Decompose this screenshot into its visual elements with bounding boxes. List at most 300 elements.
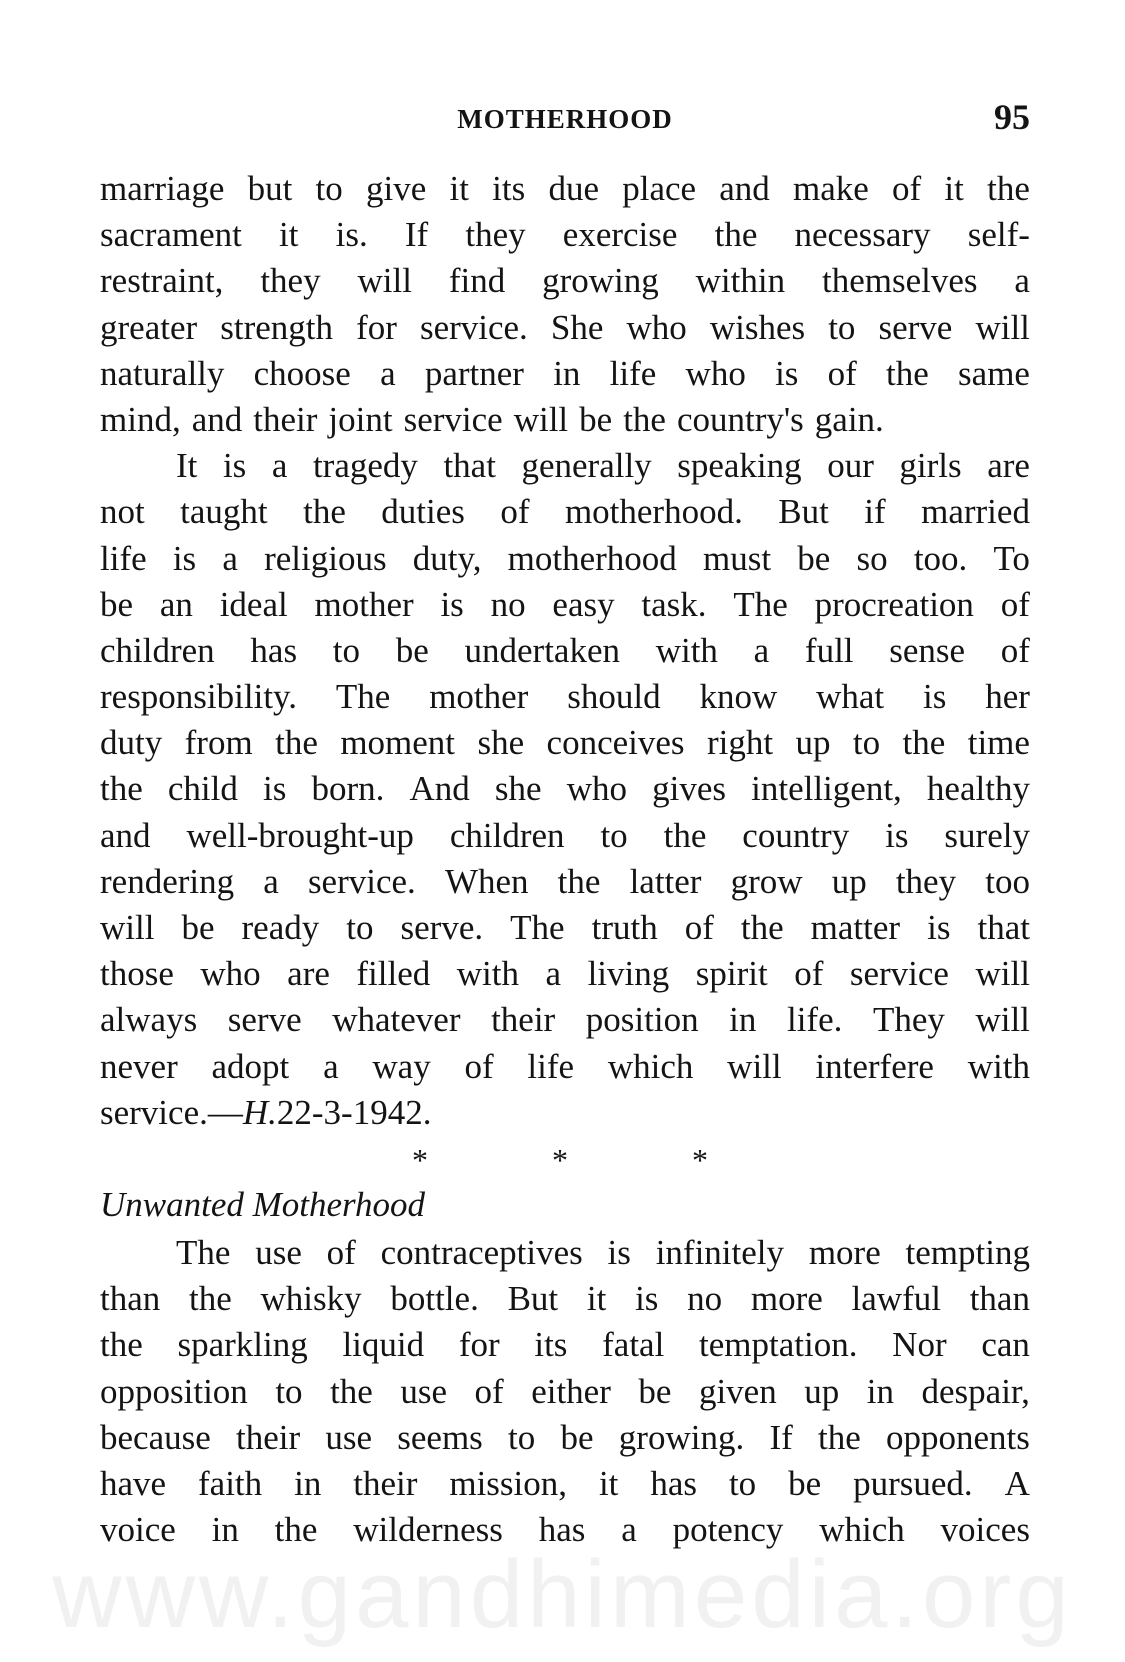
word: of — [500, 492, 530, 532]
word: and — [719, 169, 770, 208]
word: serve — [227, 1000, 302, 1040]
page-number: 95 — [994, 97, 1030, 137]
word: will — [513, 399, 569, 439]
word: infinitely — [655, 1232, 785, 1272]
word: the — [740, 908, 784, 947]
word: its — [534, 1325, 568, 1365]
word: contraceptives — [380, 1232, 583, 1272]
text-line — [100, 443, 1030, 489]
word: whisky — [260, 1279, 362, 1319]
word: it — [279, 215, 299, 255]
text-line — [100, 351, 1030, 397]
word: their — [253, 399, 318, 439]
word: is — [885, 815, 909, 855]
section-title: Unwanted Motherhood — [100, 1184, 426, 1224]
text-line — [100, 628, 1030, 674]
word: to — [332, 630, 361, 670]
text-line — [100, 859, 1030, 905]
word: married — [921, 492, 1030, 532]
word: more — [808, 1232, 881, 1272]
word: in — [729, 1000, 757, 1040]
word: to — [315, 169, 343, 208]
word: to — [275, 1371, 303, 1411]
text-line — [100, 489, 1030, 535]
word: which — [819, 1510, 905, 1550]
word: given — [698, 1371, 777, 1411]
word: should — [567, 677, 661, 717]
word: generally — [521, 446, 652, 486]
text-line — [100, 1369, 1030, 1415]
word: country's — [676, 399, 804, 439]
word: ideal — [219, 584, 288, 624]
text-line — [100, 1044, 1030, 1090]
text-line — [100, 1230, 1030, 1276]
word: who — [566, 769, 627, 809]
word: of — [827, 353, 857, 393]
word: The — [510, 908, 565, 947]
word: be — [638, 1371, 672, 1411]
word: the — [100, 1325, 143, 1365]
text-line — [100, 305, 1030, 351]
word: children — [449, 815, 565, 855]
word: use — [325, 1417, 373, 1457]
word: serve — [878, 307, 953, 347]
word: be — [797, 538, 831, 578]
word: with — [655, 630, 718, 670]
text-line — [100, 813, 1030, 859]
word: it — [944, 169, 964, 208]
word: be — [579, 399, 613, 439]
word: not — [100, 492, 145, 532]
word: the — [987, 169, 1030, 208]
separator-star: * — [552, 1141, 568, 1178]
word: no — [687, 1279, 723, 1319]
word: will — [975, 1000, 1030, 1040]
separator-star: * — [412, 1141, 428, 1178]
word: the — [100, 769, 143, 809]
word: bottle. — [390, 1279, 479, 1319]
word: in — [553, 353, 581, 393]
text-line — [100, 258, 1030, 304]
word: its — [492, 169, 526, 208]
word: pursued. — [853, 1463, 973, 1503]
paragraph-1 — [100, 166, 1030, 443]
word: faith — [198, 1463, 263, 1503]
word: lawful — [851, 1279, 941, 1319]
word: who — [200, 954, 261, 994]
word: the — [623, 399, 666, 439]
word: but — [247, 169, 293, 208]
word: their — [353, 1463, 418, 1503]
word: ready — [241, 908, 320, 947]
watermark: www.gandhimedia.org — [52, 1541, 1073, 1648]
word: which — [607, 1046, 694, 1086]
word: is — [263, 769, 287, 809]
word: they — [895, 861, 957, 901]
text-line — [100, 905, 1030, 951]
word: The — [176, 1232, 231, 1272]
word: a — [753, 630, 770, 670]
word: be — [181, 908, 215, 947]
word: will — [100, 908, 155, 947]
text-line — [100, 212, 1030, 258]
word: a — [323, 1046, 339, 1086]
word: the — [902, 723, 946, 763]
word: of — [474, 1371, 504, 1411]
word: is — [222, 446, 247, 486]
word: place — [622, 169, 697, 208]
word: voices — [940, 1510, 1030, 1550]
word: potency — [672, 1510, 784, 1550]
word: within — [695, 261, 786, 301]
section-separator — [350, 1136, 770, 1180]
word: conceives — [546, 723, 685, 763]
word: latter — [629, 861, 702, 901]
word: the — [274, 1510, 318, 1550]
text-line — [100, 674, 1030, 720]
word: to — [828, 307, 856, 347]
word: gain. — [814, 399, 884, 439]
word: wilderness — [353, 1510, 503, 1550]
word: make — [793, 169, 869, 208]
word: well-brought-up — [186, 815, 414, 855]
word: To — [993, 538, 1030, 578]
running-head — [100, 96, 1030, 144]
body-text — [100, 166, 1030, 1553]
word: their — [236, 1417, 301, 1457]
word: sense — [889, 630, 966, 670]
word: can — [981, 1325, 1030, 1365]
word: use — [400, 1371, 447, 1411]
word: The — [335, 677, 391, 717]
word: of — [1000, 584, 1030, 624]
word: in — [294, 1463, 322, 1503]
word: a — [545, 954, 562, 994]
word: of — [794, 954, 824, 994]
word: to — [728, 1463, 757, 1503]
paragraph-2 — [100, 443, 1030, 1136]
word: be — [395, 630, 429, 670]
word: But — [507, 1279, 559, 1319]
word: child — [167, 769, 238, 809]
text-line — [100, 1276, 1030, 1322]
word: A — [1004, 1463, 1030, 1503]
word: When — [444, 861, 529, 901]
word: easy — [552, 584, 615, 624]
paragraph-3 — [100, 1230, 1030, 1553]
word: partner — [424, 353, 524, 393]
word: If — [404, 215, 429, 255]
word: full — [804, 630, 854, 670]
word: sparkling — [177, 1325, 308, 1365]
word: for — [458, 1325, 500, 1365]
word: and — [191, 399, 243, 439]
word: life. — [786, 1000, 843, 1040]
word: whatever — [332, 1000, 461, 1040]
word: way — [372, 1046, 431, 1086]
word: the — [817, 1417, 861, 1457]
word: grow — [730, 861, 803, 901]
text-line — [100, 1415, 1030, 1461]
text-line — [100, 1461, 1030, 1507]
word: tempting — [905, 1232, 1030, 1272]
word: with — [456, 954, 520, 994]
word: life — [609, 353, 657, 393]
word: give — [366, 169, 427, 208]
word: despair, — [921, 1371, 1030, 1411]
word: they — [465, 215, 526, 255]
word: has — [250, 630, 298, 670]
word: And — [409, 769, 470, 809]
word: mission, — [449, 1463, 568, 1503]
signoff-date: 22-3-1942. — [276, 1092, 432, 1132]
word: to — [852, 723, 881, 763]
word: is — [635, 1279, 659, 1319]
word: service — [849, 954, 949, 994]
word: what — [816, 677, 885, 717]
text-line — [100, 951, 1030, 997]
word: serve. — [400, 908, 484, 947]
text-line — [100, 582, 1030, 628]
word: will — [727, 1046, 782, 1086]
word: if — [864, 492, 886, 532]
word: have — [100, 1463, 167, 1503]
word: is — [172, 538, 197, 578]
word: children — [100, 630, 215, 670]
word: than — [100, 1279, 161, 1319]
word: is — [923, 677, 947, 717]
word: those — [100, 954, 174, 994]
word: mother — [314, 584, 414, 624]
word: duty — [100, 723, 163, 763]
word: tragedy — [312, 446, 418, 486]
word: speaking — [677, 446, 802, 486]
word: will — [357, 261, 412, 301]
word: joint — [328, 399, 393, 439]
word: who — [685, 353, 746, 393]
word: must — [703, 538, 772, 578]
word: up — [804, 1371, 840, 1411]
word: because — [100, 1417, 211, 1457]
word: time — [967, 723, 1030, 763]
word: due — [548, 169, 599, 208]
word: is — [607, 1232, 631, 1272]
word: temptation. — [699, 1325, 858, 1365]
word: life — [527, 1046, 575, 1086]
running-title: MOTHERHOOD — [457, 104, 673, 134]
word: that — [977, 908, 1030, 947]
word: responsibility. — [100, 677, 298, 717]
word: procreation — [814, 584, 974, 624]
word: greater — [100, 307, 198, 347]
word: living — [587, 954, 670, 994]
word: truth — [591, 908, 658, 947]
word: motherhood — [507, 538, 677, 578]
word: the — [886, 353, 929, 393]
word: from — [184, 723, 253, 763]
word: is. — [335, 215, 368, 255]
word: But — [778, 492, 829, 532]
word: rendering — [100, 861, 235, 901]
word: If — [769, 1417, 793, 1457]
word: it — [598, 1463, 619, 1503]
word: voice — [100, 1510, 176, 1550]
word: it — [449, 169, 469, 208]
word: mind, — [100, 399, 181, 439]
word: growing — [542, 261, 659, 301]
word: The — [733, 584, 788, 624]
word: task. — [641, 584, 707, 624]
word: intelligent, — [751, 769, 902, 809]
signoff-line — [100, 1090, 1030, 1136]
word: mother — [429, 677, 529, 717]
word: surely — [944, 815, 1030, 855]
word: gives — [652, 769, 726, 809]
word: country — [742, 815, 850, 855]
word: sacrament — [100, 215, 242, 255]
word: has — [650, 1463, 697, 1503]
word: too. — [913, 538, 968, 578]
word: matter — [810, 908, 901, 947]
word: has — [538, 1510, 586, 1550]
word: to — [508, 1417, 536, 1457]
word: girls — [899, 446, 962, 486]
word: moment — [340, 723, 456, 763]
word: opponents — [885, 1417, 1030, 1457]
word: with — [967, 1046, 1030, 1086]
word: growing. — [618, 1417, 745, 1457]
word: up — [831, 861, 867, 901]
word: never — [100, 1046, 178, 1086]
word: their — [491, 1000, 556, 1040]
word: She — [550, 307, 604, 347]
word: up — [795, 723, 831, 763]
word: a — [271, 446, 288, 486]
text-line — [100, 997, 1030, 1043]
word: filled — [356, 954, 431, 994]
word: service — [403, 399, 503, 439]
word: of — [326, 1232, 356, 1272]
word: liquid — [342, 1325, 425, 1365]
word: religious — [264, 538, 387, 578]
word: an — [159, 584, 193, 624]
word: naturally — [100, 353, 225, 393]
word: be — [560, 1417, 594, 1457]
word: to — [600, 815, 628, 855]
separator-star: * — [692, 1141, 708, 1178]
word: undertaken — [464, 630, 620, 670]
word: themselves — [822, 261, 978, 301]
word: a — [222, 538, 238, 578]
word: of — [684, 908, 714, 947]
word: self- — [967, 215, 1030, 255]
word: strength — [220, 307, 333, 347]
word: of — [1000, 630, 1030, 670]
word: fatal — [602, 1325, 665, 1365]
text-line — [100, 536, 1030, 582]
word: motherhood. — [564, 492, 743, 532]
word: and — [100, 815, 151, 855]
word: more — [750, 1279, 823, 1319]
word: service. — [307, 861, 416, 901]
word: right — [706, 723, 774, 763]
word: seems — [397, 1417, 483, 1457]
word: than — [969, 1279, 1030, 1319]
word: either — [531, 1371, 611, 1411]
word: duties — [381, 492, 465, 532]
word: find — [448, 261, 506, 301]
word: the — [330, 1371, 373, 1411]
word: the — [663, 815, 707, 855]
signoff-source: H. — [242, 1092, 277, 1132]
word: exercise — [562, 215, 678, 255]
text-line — [100, 1322, 1030, 1368]
word: the — [557, 861, 601, 901]
signoff-text: service.— — [100, 1092, 243, 1132]
word: a — [380, 353, 396, 393]
word: the — [275, 723, 318, 763]
word: be — [788, 1463, 822, 1503]
text-line — [100, 766, 1030, 812]
word: are — [287, 954, 330, 994]
word: in — [211, 1510, 239, 1550]
word: always — [100, 1000, 198, 1040]
word: know — [699, 677, 778, 717]
word: use — [255, 1232, 302, 1272]
word: restraint, — [100, 261, 224, 301]
word: that — [443, 446, 496, 486]
word: life — [100, 538, 147, 578]
word: same — [958, 353, 1030, 393]
word: taught — [180, 492, 268, 532]
word: her — [985, 677, 1030, 717]
word: is — [927, 908, 951, 947]
word: spirit — [695, 954, 768, 994]
word: a — [621, 1510, 637, 1550]
word: the — [303, 492, 346, 532]
word: born. — [311, 769, 385, 809]
word: to — [346, 908, 374, 947]
word: healthy — [926, 769, 1030, 809]
word: a — [263, 861, 279, 901]
word: will — [975, 954, 1030, 994]
word: duty, — [412, 538, 482, 578]
word: wishes — [709, 307, 806, 347]
word: are — [987, 446, 1030, 486]
word: a — [1014, 261, 1030, 301]
word: necessary — [794, 215, 931, 255]
word: position — [585, 1000, 699, 1040]
word: adopt — [211, 1046, 290, 1086]
word: they — [260, 261, 321, 301]
word: no — [490, 584, 526, 624]
text-line — [100, 397, 1030, 443]
word: she — [494, 769, 542, 809]
word: she — [477, 723, 525, 763]
word: be — [100, 584, 134, 624]
word: interfere — [815, 1046, 934, 1086]
word: in — [866, 1371, 894, 1411]
word: opposition — [100, 1371, 248, 1411]
word: choose — [253, 353, 351, 393]
word: our — [827, 446, 874, 486]
word: will — [975, 307, 1030, 347]
word: marriage — [100, 169, 225, 208]
word: for — [356, 307, 397, 347]
word: of — [464, 1046, 494, 1086]
word: the — [714, 215, 758, 255]
word: it — [586, 1279, 607, 1319]
